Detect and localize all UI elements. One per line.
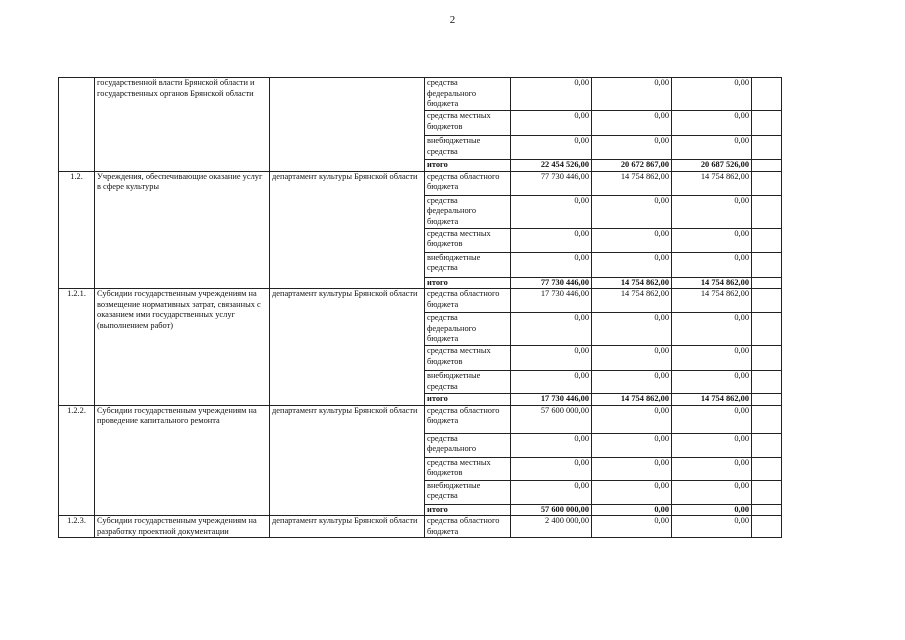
empty-cell bbox=[752, 394, 782, 406]
table-row bbox=[59, 405, 782, 433]
empty-cell bbox=[752, 111, 782, 136]
value-year3-cell: 14 754 862,00 bbox=[672, 394, 752, 406]
funding-source-cell: средства федерального bbox=[425, 433, 511, 457]
executor-cell: департамент культуры Брянской области bbox=[270, 289, 425, 406]
value-year1-cell: 0,00 bbox=[511, 111, 592, 136]
value-year3-cell: 0,00 bbox=[672, 195, 752, 228]
value-year2-cell: 0,00 bbox=[592, 111, 672, 136]
value-year1-cell: 0,00 bbox=[511, 136, 592, 160]
value-year1-cell: 0,00 bbox=[511, 78, 592, 111]
budget-table-body bbox=[59, 78, 782, 538]
empty-cell bbox=[752, 160, 782, 172]
value-year1-cell: 0,00 bbox=[511, 480, 592, 504]
empty-cell bbox=[752, 313, 782, 346]
value-year1-cell: 17 730 446,00 bbox=[511, 394, 592, 406]
value-year2-cell: 0,00 bbox=[592, 78, 672, 111]
funding-source-cell: итого bbox=[425, 394, 511, 406]
table-row bbox=[59, 171, 782, 195]
value-year1-cell: 77 730 446,00 bbox=[511, 277, 592, 289]
empty-cell bbox=[752, 457, 782, 480]
value-year3-cell: 0,00 bbox=[672, 433, 752, 457]
item-name-cell: Субсидии государственным учреждениям на возмещение нормативных затрат, связанных с оказанием ими государственных услуг (выполнением работ) bbox=[95, 289, 270, 406]
empty-cell bbox=[752, 405, 782, 433]
value-year2-cell: 20 672 867,00 bbox=[592, 160, 672, 172]
value-year1-cell: 0,00 bbox=[511, 346, 592, 371]
value-year2-cell: 0,00 bbox=[592, 405, 672, 433]
empty-cell bbox=[752, 228, 782, 252]
value-year1-cell: 22 454 526,00 bbox=[511, 160, 592, 172]
funding-source-cell: средства областного бюджета bbox=[425, 289, 511, 313]
funding-source-cell: итого bbox=[425, 504, 511, 516]
empty-cell bbox=[752, 78, 782, 111]
funding-source-cell: средства федерального бюджета bbox=[425, 313, 511, 346]
value-year3-cell: 0,00 bbox=[672, 516, 752, 538]
empty-cell bbox=[752, 480, 782, 504]
item-name-cell: Субсидии государственным учреждениям на проведение капитального ремонта bbox=[95, 405, 270, 516]
value-year3-cell: 0,00 bbox=[672, 136, 752, 160]
value-year3-cell: 0,00 bbox=[672, 78, 752, 111]
value-year3-cell: 0,00 bbox=[672, 457, 752, 480]
value-year3-cell: 0,00 bbox=[672, 111, 752, 136]
value-year2-cell: 0,00 bbox=[592, 504, 672, 516]
budget-table bbox=[58, 77, 782, 538]
value-year2-cell: 0,00 bbox=[592, 195, 672, 228]
page-number: 2 bbox=[449, 14, 456, 26]
funding-source-cell: итого bbox=[425, 277, 511, 289]
value-year3-cell: 0,00 bbox=[672, 252, 752, 277]
value-year2-cell: 0,00 bbox=[592, 346, 672, 371]
value-year1-cell: 0,00 bbox=[511, 371, 592, 394]
value-year2-cell: 0,00 bbox=[592, 433, 672, 457]
item-number-cell bbox=[59, 78, 95, 172]
funding-source-cell: средства местных бюджетов bbox=[425, 228, 511, 252]
value-year3-cell: 0,00 bbox=[672, 228, 752, 252]
funding-source-cell: внебюджетные средства bbox=[425, 136, 511, 160]
empty-cell bbox=[752, 371, 782, 394]
funding-source-cell: средства областного бюджета bbox=[425, 516, 511, 538]
value-year2-cell: 14 754 862,00 bbox=[592, 289, 672, 313]
empty-cell bbox=[752, 289, 782, 313]
funding-source-cell: внебюджетные средства bbox=[425, 480, 511, 504]
value-year2-cell: 14 754 862,00 bbox=[592, 171, 672, 195]
executor-cell bbox=[270, 78, 425, 172]
empty-cell bbox=[752, 195, 782, 228]
funding-source-cell: средства федерального бюджета bbox=[425, 78, 511, 111]
value-year1-cell: 57 600 000,00 bbox=[511, 405, 592, 433]
item-number-cell: 1.2.3. bbox=[59, 516, 95, 538]
empty-cell bbox=[752, 433, 782, 457]
value-year2-cell: 0,00 bbox=[592, 480, 672, 504]
funding-source-cell: средства федерального бюджета bbox=[425, 195, 511, 228]
funding-source-cell: средства областного бюджета bbox=[425, 405, 511, 433]
value-year1-cell: 0,00 bbox=[511, 252, 592, 277]
empty-cell bbox=[752, 136, 782, 160]
executor-cell: департамент культуры Брянской области bbox=[270, 405, 425, 516]
value-year2-cell: 0,00 bbox=[592, 228, 672, 252]
value-year3-cell: 14 754 862,00 bbox=[672, 171, 752, 195]
executor-cell: департамент культуры Брянской области bbox=[270, 516, 425, 538]
value-year1-cell: 57 600 000,00 bbox=[511, 504, 592, 516]
item-name-cell: Субсидии государственным учреждениям на разработку проектной документации bbox=[95, 516, 270, 538]
value-year1-cell: 0,00 bbox=[511, 313, 592, 346]
funding-source-cell: итого bbox=[425, 160, 511, 172]
value-year2-cell: 0,00 bbox=[592, 313, 672, 346]
value-year1-cell: 77 730 446,00 bbox=[511, 171, 592, 195]
value-year3-cell: 0,00 bbox=[672, 480, 752, 504]
item-name-cell: государственной власти Брянской области и государственных органов Брянской области bbox=[95, 78, 270, 172]
empty-cell bbox=[752, 504, 782, 516]
value-year2-cell: 0,00 bbox=[592, 371, 672, 394]
value-year3-cell: 20 687 526,00 bbox=[672, 160, 752, 172]
value-year1-cell: 17 730 446,00 bbox=[511, 289, 592, 313]
empty-cell bbox=[752, 277, 782, 289]
empty-cell bbox=[752, 346, 782, 371]
funding-source-cell: средства местных бюджетов bbox=[425, 457, 511, 480]
funding-source-cell: средства областного бюджета bbox=[425, 171, 511, 195]
value-year2-cell: 0,00 bbox=[592, 516, 672, 538]
value-year3-cell: 0,00 bbox=[672, 346, 752, 371]
funding-source-cell: внебюджетные средства bbox=[425, 252, 511, 277]
value-year1-cell: 0,00 bbox=[511, 457, 592, 480]
funding-source-cell: внебюджетные средства bbox=[425, 371, 511, 394]
empty-cell bbox=[752, 252, 782, 277]
value-year3-cell: 14 754 862,00 bbox=[672, 289, 752, 313]
value-year3-cell: 0,00 bbox=[672, 504, 752, 516]
value-year2-cell: 14 754 862,00 bbox=[592, 394, 672, 406]
funding-source-cell: средства местных бюджетов bbox=[425, 346, 511, 371]
table-row bbox=[59, 516, 782, 538]
empty-cell bbox=[752, 171, 782, 195]
executor-cell: департамент культуры Брянской области bbox=[270, 171, 425, 289]
value-year1-cell: 2 400 000,00 bbox=[511, 516, 592, 538]
item-number-cell: 1.2. bbox=[59, 171, 95, 289]
item-number-cell: 1.2.1. bbox=[59, 289, 95, 406]
value-year3-cell: 0,00 bbox=[672, 405, 752, 433]
value-year1-cell: 0,00 bbox=[511, 228, 592, 252]
item-number-cell: 1.2.2. bbox=[59, 405, 95, 516]
value-year2-cell: 14 754 862,00 bbox=[592, 277, 672, 289]
value-year1-cell: 0,00 bbox=[511, 433, 592, 457]
value-year2-cell: 0,00 bbox=[592, 136, 672, 160]
funding-source-cell: средства местных бюджетов bbox=[425, 111, 511, 136]
value-year2-cell: 0,00 bbox=[592, 457, 672, 480]
value-year2-cell: 0,00 bbox=[592, 252, 672, 277]
empty-cell bbox=[752, 516, 782, 538]
table-row bbox=[59, 78, 782, 111]
value-year1-cell: 0,00 bbox=[511, 195, 592, 228]
value-year3-cell: 0,00 bbox=[672, 313, 752, 346]
item-name-cell: Учреждения, обеспечивающие оказание услуг в сфере культуры bbox=[95, 171, 270, 289]
value-year3-cell: 0,00 bbox=[672, 371, 752, 394]
table-row bbox=[59, 289, 782, 313]
value-year3-cell: 14 754 862,00 bbox=[672, 277, 752, 289]
